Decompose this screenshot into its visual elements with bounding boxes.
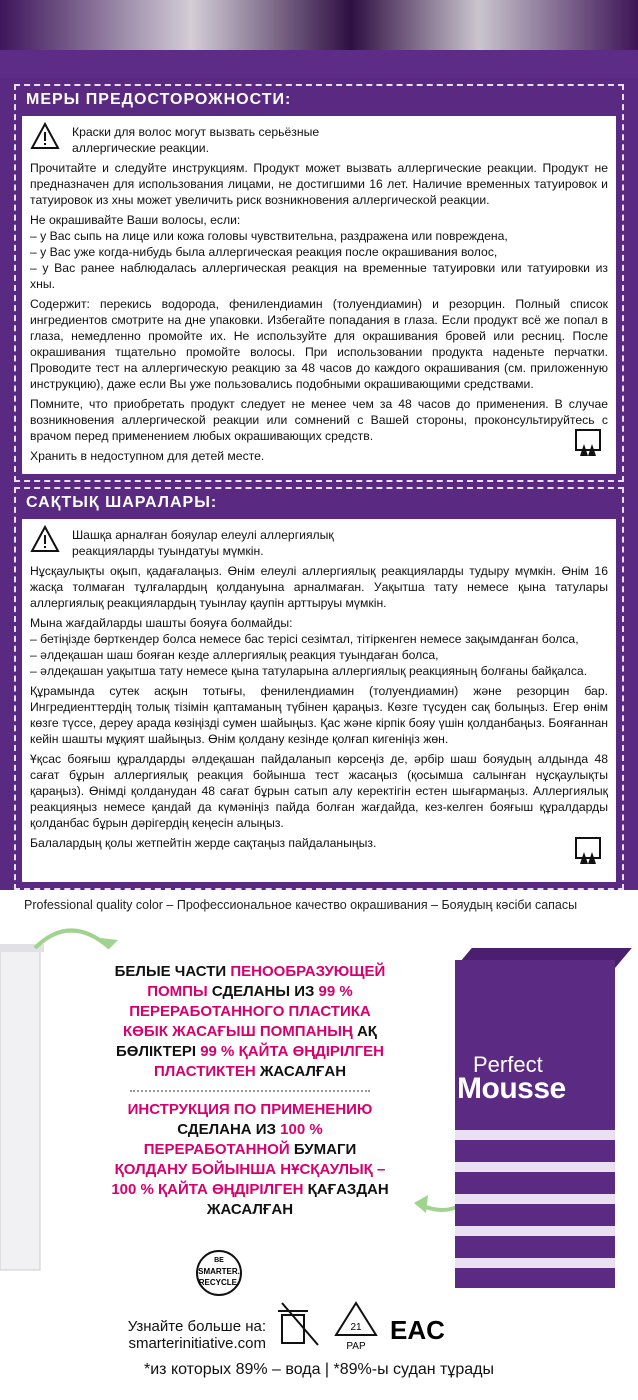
eco-message (100, 962, 400, 1228)
booklet-lines (455, 1130, 615, 1290)
top-band (0, 50, 638, 78)
learn-more (116, 1318, 266, 1352)
eco-text: БӨЛІКТЕРІ (116, 1043, 197, 1060)
eco-text: ПЕНООБРАЗУЮЩЕЙ (230, 963, 386, 980)
warning-icon (30, 122, 60, 150)
booklet-title-2: Mousse (457, 1072, 566, 1105)
eco-text: ПЕРЕРАБОТАННОЙ (143, 1141, 290, 1158)
paragraph: Құрамында сутек асқын тотығы, фенилендиамин (толуендиамин) және резорцин бар. Ингредиенттердің толық тізімін қаптаманың түбінен қараңыз. Көзге түсуден сақ болыңыз. Егер өнім көзге түссе, дереу арада көзіңізді сумен шайыңыз. Қас және кірпік бояу үшін қолданбаңыз. Бояғаннан кейін шашты мұқият шайыңыз. Өнім қолдану кезінде қолғап кигеніңіз жөн. (30, 684, 608, 746)
eco-text: ҚОЛДАНУ БОЙЫНША НҰСҚАУЛЫҚ – (114, 1161, 386, 1178)
eco-text: 99 % (200, 1043, 235, 1060)
footnote: *из которых 89% – вода | *89%-ы судан тұрады (144, 1361, 494, 1378)
learn-more-link[interactable]: smarterinitiative.com (128, 1335, 266, 1352)
paragraph: Балалардың қолы жетпейтін жерде сақтаңыз пайдаланыңыз. (30, 836, 377, 850)
paragraph: Мына жағдайларды шашты бояуға болмайды: (30, 616, 293, 630)
warning-text-2: реакцияларды туындатуы мүмкін. (72, 544, 264, 558)
foam-pump-illustration (0, 930, 60, 1270)
paragraph: Содержит: перекись водорода, фенилендиамин (толуендиамин) и резорцин. Полный список ингредиентов смотрите на дне упаковки. Избегайте попадания в глаза. Если продукт всё же попал в глаза, немедленно промойте их. Не используйте для окрашивания бровей или ресниц. После окрашивания тщательно промойте волосы. При использовании продукта наденьте перчатки. Проводите тест на аллергическую реакцию за 48 часов до каждого окрашивания (см. приложенную инструкцию), даже если Вы уже пользовались подобными окрашивающими средствами. (30, 297, 608, 391)
arrow-icon (30, 918, 120, 968)
paragraph: Не окрашивайте Ваши волосы, если: (30, 213, 241, 227)
paragraph: Ұқсас бояғыш құралдарды әлдеқашан пайдаланып көрсеңіз де, әрбір шаш бояудың алдында 48 сағат бұрын аллергиялық реакция бойынша тест жасаңыз (қосымша салынған нұсқаулықты қараңыз). Өнімді қолданудан 48 сағат бұрын сатып алу керектігін естен шығармаңыз. Аллергиялық реакцияңыз немесе қандай да күмәніңіз пайда болған жағдайда, кез-келген бояғыш құралдарды қолданбас бұрын дәрігердің кеңесін алыңыз. (30, 752, 608, 830)
compliance-icons (276, 1295, 445, 1355)
eco-text: БУМАГИ (293, 1141, 357, 1158)
precautions-ru-panel (14, 84, 624, 482)
paragraph: Прочитайте и следуйте инструкциям. Продукт может вызвать аллергические реакции. Продукт не предназначен для использования лицами, не достигшими 16 лет. Наличие временных татуировок и татуировок из хны может увеличить риск возникновения аллергической реакции. (30, 161, 608, 207)
paragraph: – у Вас уже когда-нибудь была аллергическая реакция после окрашивания волос, (30, 245, 498, 259)
eco-text: КӨБІК ЖАСАҒЫШ ПОМПАНЫҢ (123, 1023, 353, 1040)
paragraph: – әлдеқашан шаш бояған кезде аллергиялық реакция туындаған болса, (30, 648, 439, 662)
eco-text: 100 % (111, 1181, 154, 1198)
eco-text: ПЛАСТИКТЕН (153, 1063, 256, 1080)
divider (130, 1090, 370, 1092)
instruction-booklet-image (455, 948, 615, 1288)
paragraph: – у Вас ранее наблюдалась аллергическая реакция на временные татуировки или татуировки из хны. (30, 261, 608, 291)
recycle-text-2: SMARTER. (198, 1267, 240, 1276)
paragraph: – әлдеқашан уақытша тату немесе қына татуларына аллергиялық реакцияның болғаны байқалса. (30, 664, 588, 678)
eco-text: СДЕЛАНА ИЗ (177, 1121, 276, 1138)
top-photo-strip (0, 0, 638, 50)
paragraph: Нұсқаулықты оқып, қадағалаңыз. Өнім елеулі аллергиялық реакцияларды тудыру мүмкін. Өнім 16 жасқа толмаған тұлғалардың қолдануына арналмаған. Уақытша тату немесе қына татулары аллергиялық реакциялардың туынлау қаупін арттыруы мүмкін. (30, 564, 608, 610)
eco-text: 100 % (280, 1121, 323, 1138)
hand-icon (570, 834, 606, 870)
precautions-kz-heading: САҚТЫҚ ШАРАЛАРЫ: (26, 494, 218, 511)
eco-text: ҚАҒАЗДАН (307, 1181, 389, 1198)
paragraph: – бетіңізде бөрткендер болса немесе бас терісі сезімтал, тітіркенген немесе зақымданған болса, (30, 632, 579, 646)
eco-text: ЖАСАЛҒАН (206, 1201, 294, 1218)
trash-bin-icon (278, 1303, 318, 1345)
eco-text: ЖАСАЛҒАН (259, 1063, 347, 1080)
precautions-ru-heading: МЕРЫ ПРЕДОСТОРОЖНОСТИ: (26, 91, 292, 108)
eco-text: ПОМПЫ (147, 983, 208, 1000)
eco-text: ИНСТРУКЦИЯ ПО ПРИМЕНЕНИЮ (127, 1101, 373, 1118)
eac-mark: EAC (390, 1315, 445, 1345)
paragraph: Хранить в недоступном для детей месте. (30, 449, 265, 463)
recycle-text-3: RECYCLE. (198, 1278, 240, 1287)
eco-text: ҚАЙТА ӨҢДІРІЛГЕН (158, 1181, 304, 1198)
paragraph: Помните, что приобретать продукт следует не менее чем за 48 часов до применения. В случае возникновения аллергической реакции или сомнений с Вашей стороны, проконсультируйтесь с врачом перед применением любых окрашивающих средств. (30, 397, 608, 443)
eco-text: ҚАЙТА ӨҢДІРІЛГЕН (238, 1043, 384, 1060)
hand-icon (570, 426, 606, 462)
warning-icon (30, 525, 60, 553)
warning-block (30, 525, 608, 559)
learn-more-label: Узнайте больше на: (127, 1318, 266, 1335)
professional-quality-text: Professional quality color – Профессиональное качество окрашивания – Бояудың кәсіби сапасы (24, 898, 578, 912)
eco-text: 99 % (318, 983, 353, 1000)
booklet-title-1: Perfect (473, 1052, 543, 1077)
paragraph: – у Вас сыпь на лице или кожа головы чувствительна, раздражена или повреждена, (30, 229, 508, 243)
warning-block (30, 122, 608, 156)
recycle-text-1: BE (214, 1257, 224, 1264)
pap-number: 21 (350, 1322, 362, 1333)
warning-text-2: аллергические реакции. (72, 141, 209, 155)
package-top (0, 0, 638, 78)
pap-label: PAP (346, 1341, 366, 1352)
precautions-ru-body (22, 116, 616, 474)
precautions-kz-body (22, 519, 616, 882)
eco-text: АҚ (356, 1023, 377, 1040)
eco-text: ПЕРЕРАБОТАННОГО ПЛАСТИКА (129, 1003, 371, 1020)
warning-text-1: Шашқа арналған бояулар елеулі аллергиялық (72, 528, 334, 542)
precautions-kz-panel (14, 487, 624, 890)
warning-text-1: Краски для волос могут вызвать серьёзные (72, 125, 320, 139)
eco-text: СДЕЛАНЫ ИЗ (211, 983, 315, 1000)
eco-text: БЕЛЫЕ ЧАСТИ (114, 963, 227, 980)
recycle-pap-icon (336, 1303, 376, 1352)
recycle-logo (174, 1248, 264, 1298)
booklet-face (455, 960, 615, 1288)
